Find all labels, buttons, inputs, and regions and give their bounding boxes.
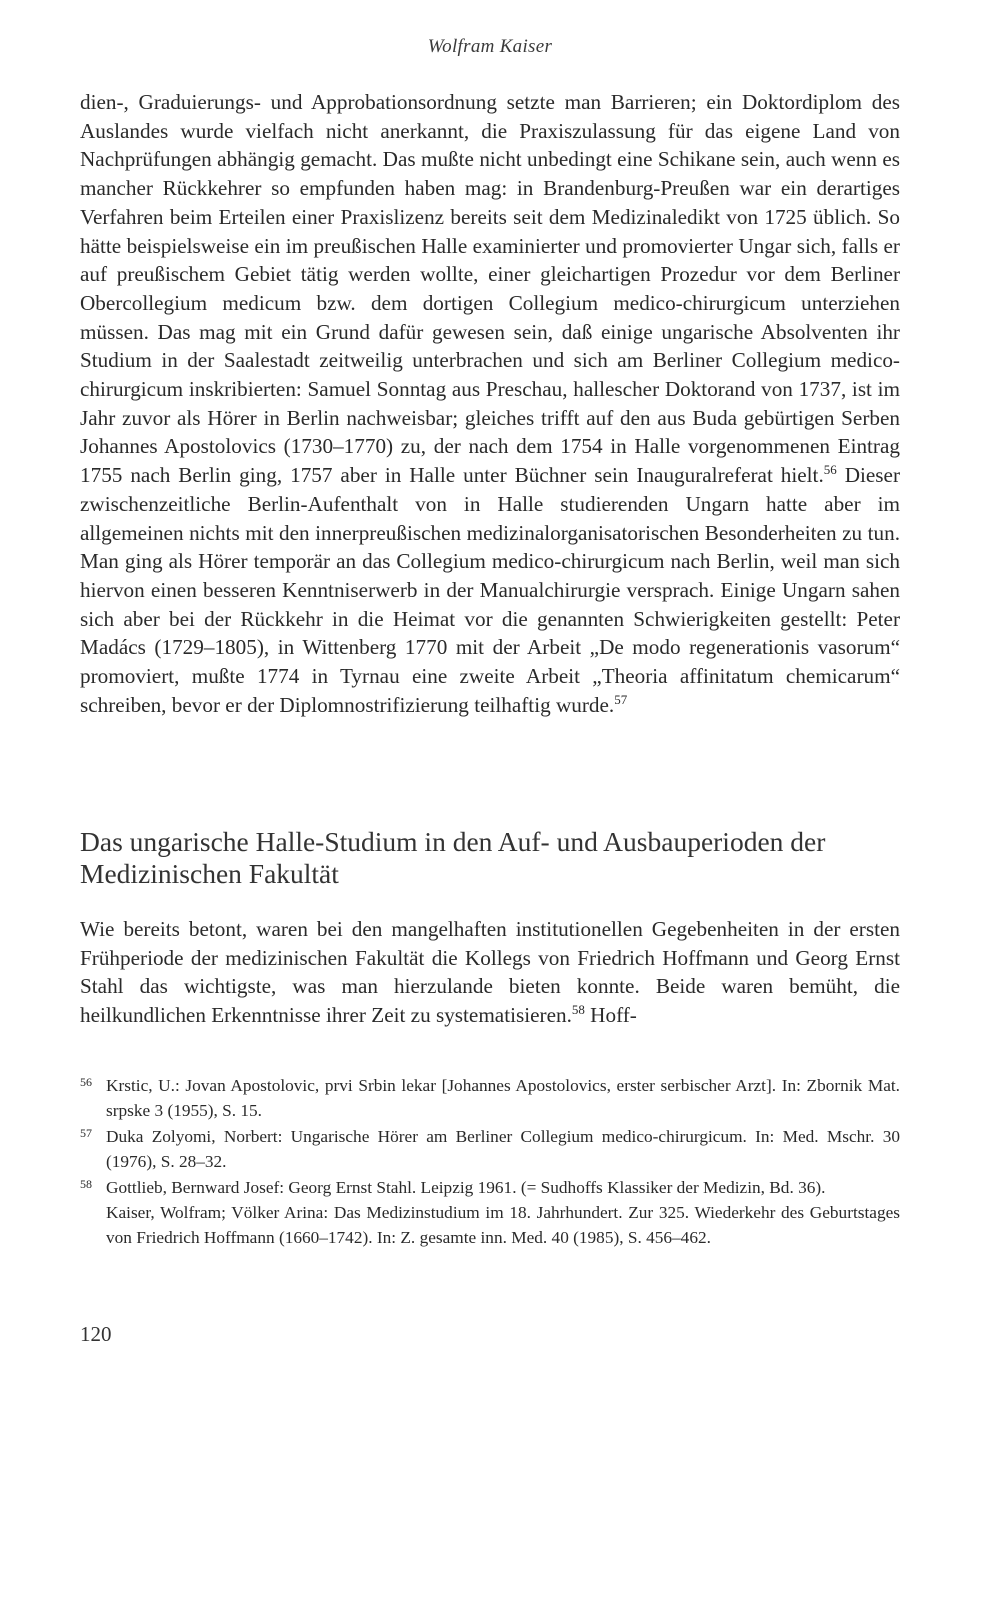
footnote: [80, 1074, 900, 1123]
footnote-text-continuation: Kaiser, Wolfram; Völker Arina: Das Medizinstudium im 18. Jahrhundert. Zur 325. Wiederkehr des Geburtstages von Friedrich Hoffmann (1660–1742). In: Z. gesamte inn. Med. 40 (1985), S. 456–462.: [106, 1202, 900, 1247]
footnote-reference[interactable]: 56: [823, 462, 837, 478]
body-paragraph: [80, 88, 900, 719]
footnote-text: Duka Zolyomi, Norbert: Ungarische Hörer am Berliner Collegium medico-chirurgicum. In: Med. Mschr. 30 (1976), S. 28–32.: [106, 1127, 900, 1171]
running-head: Wolfram Kaiser: [427, 36, 553, 57]
body-paragraph: [80, 915, 900, 1030]
page-number: 120: [80, 1322, 112, 1346]
paragraph-text: Dieser zwischenzeitliche Berlin-Aufenthalt von in Halle studierenden Ungarn hatte aber im allgemeinen nichts mit den innerpreußischen medizinalorganisatorischen Besonderheiten zu tun. Man ging als Hörer temporär an das Collegium medico-chirurgicum nach Berlin, weil man sich hiervon einen besseren Kenntniserwerb in der Manualchirurgie versprach. Einige Ungarn sahen sich aber bei der Rückkehr in die Heimat vor die genannten Schwierigkeiten gestellt: Peter Madács (1729–1805), in Wittenberg 1770 mit der Arbeit „De modo regenerationis vasorum“ promoviert, mußte 1774 in Tyrnau eine zweite Arbeit „Theoria affinitatum chemicarum“ schreiben, bevor er der Diplomnostrifizierung teilhaftig wurde.: [80, 463, 900, 717]
section-heading: Das ungarische Halle-Studium in den Auf- und Ausbauperioden der Medizinischen Fakultät: [80, 826, 826, 889]
document-page: [80, 0, 900, 1620]
footnote-number: 58: [80, 1177, 92, 1192]
footnote-text: Krstic, U.: Jovan Apostolovic, prvi Srbin lekar [Johannes Apostolovics, erster serbischer Arzt]. In: Zbornik Mat. srpske 3 (1955), S. 15.: [106, 1076, 900, 1120]
footnote-reference[interactable]: 57: [614, 691, 628, 707]
paragraph-text: Wie bereits betont, waren bei den mangelhaften institutionellen Gegebenheiten in der ersten Frühperiode der medizinischen Fakultät die Kollegs von Friedrich Hoffmann und Georg Ernst Stahl das wichtigste, was man hierzulande bieten konnte. Beide waren bemüht, die heilkundlichen Erkenntnisse ihrer Zeit zu systematisieren.: [80, 917, 900, 1028]
footnote-reference[interactable]: 58: [571, 1002, 585, 1018]
footnote: [80, 1125, 900, 1174]
footnote-number: 56: [80, 1075, 92, 1089]
footnotes-list: [80, 1074, 900, 1252]
paragraph-text: Hoff-: [584, 1003, 637, 1028]
footnote: [80, 1176, 900, 1250]
footnote-text: Gottlieb, Bernward Josef: Georg Ernst Stahl. Leipzig 1961. (= Sudhoffs Klassiker der Medizin, Bd. 36).: [106, 1178, 826, 1198]
paragraph-text: dien-, Graduierungs- und Approbationsordnung setzte man Barrieren; ein Doktordiplom des Auslandes wurde vielfach nicht anerkannt, die Praxiszulassung für das eigene Land von Nachprüfungen abhängig gemacht. Das mußte nicht unbedingt eine Schikane sein, auch wenn es mancher Rückkehrer so empfunden haben mag: in Brandenburg-Preußen war ein derartiges Verfahren beim Erteilen einer Praxislizenz bereits seit dem Medizinaledikt von 1725 üblich. So hätte beispielsweise ein im preußischen Halle examinierter und promovierter Ungar sich, falls er auf preußischem Gebiet tätig werden wollte, einer gleichartigen Prozedur vor dem Berliner Obercollegium medicum bzw. dem dortigen Collegium medico-chirurgicum unterziehen müssen. Das mag mit ein Grund dafür gewesen sein, daß einige ungarische Absolventen ihr Studium in der Saalestadt zeitweilig unterbrachen und sich am Berliner Collegium medico-chirurgicum inskribierten: Samuel Sonntag aus Preschau, hallescher Doktorand von 1737, ist im Jahr zuvor als Hörer in Berlin nachweisbar; gleiches trifft auf den aus Buda gebürtigen Serben Johannes Apostolovics (1730–1770) zu, der nach dem 1754 in Halle vorgenommenen Eintrag 1755 nach Berlin ging, 1757 aber in Halle unter Büchner sein Inauguralreferat hielt.: [80, 90, 900, 488]
footnote-number: 57: [80, 1126, 92, 1141]
